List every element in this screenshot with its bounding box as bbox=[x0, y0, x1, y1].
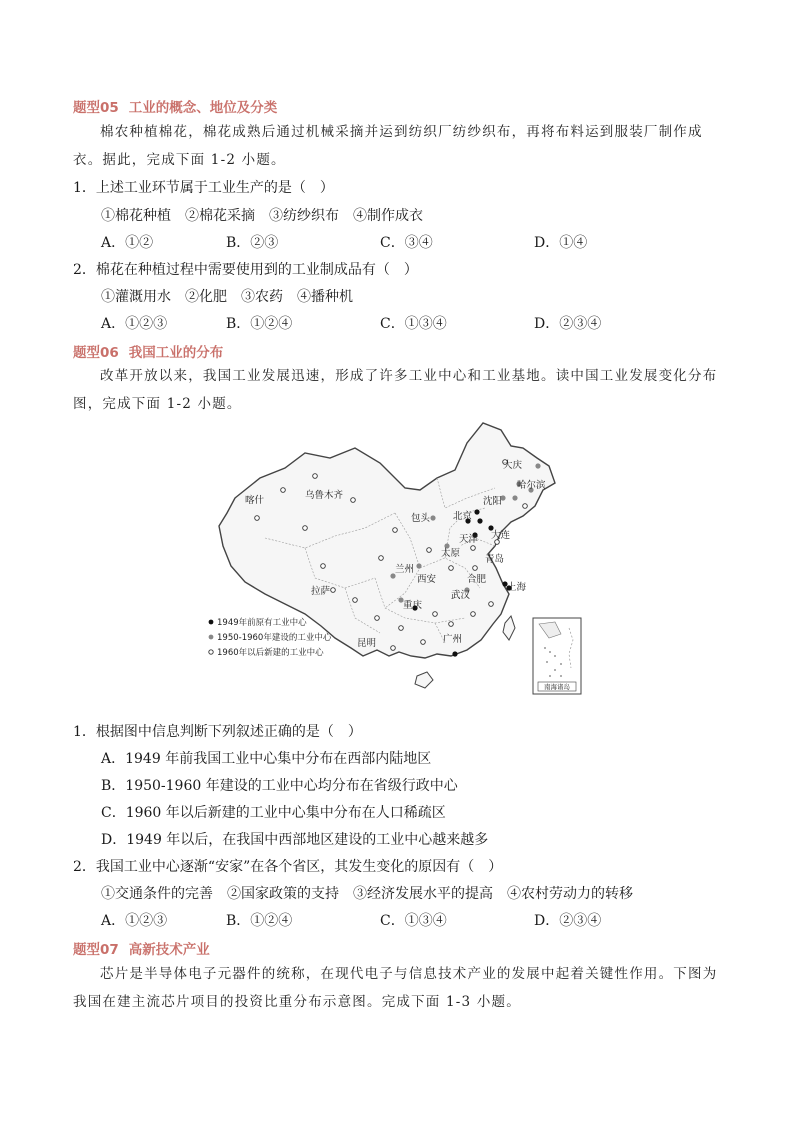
china-industry-map bbox=[205, 418, 593, 698]
marker-post1960 bbox=[255, 516, 260, 521]
marker-1950-1960 bbox=[416, 563, 421, 568]
option-b: B．①②④ bbox=[226, 913, 293, 929]
marker-post1960 bbox=[351, 498, 356, 503]
question-items: ①交通条件的完善 ②国家政策的支持 ③经济发展水平的提高 ④农村劳动力的转移 bbox=[101, 886, 633, 902]
section06-intro: 改革开放以来，我国工业发展迅速，形成了许多工业中心和工业基地。读中国工业发展变化分布图，完成下面 1-2 小题。 bbox=[73, 368, 718, 412]
legend-item-pre1949: 1949年前原有工业中心 bbox=[217, 618, 307, 628]
inset-map bbox=[533, 618, 581, 694]
option-d: D．②③④ bbox=[534, 316, 602, 332]
city-label: 乌鲁木齐 bbox=[305, 490, 344, 501]
city-label: 哈尔滨 bbox=[517, 480, 546, 491]
marker-post1960 bbox=[427, 548, 432, 553]
marker-post1960 bbox=[489, 602, 494, 607]
map-legend bbox=[209, 617, 332, 658]
marker-post1960 bbox=[471, 546, 476, 551]
marker-post1960 bbox=[393, 528, 398, 533]
option-b: B．②③ bbox=[226, 235, 279, 251]
option-d: D．①④ bbox=[534, 235, 588, 251]
question-items: ①棉花种植 ②棉花采摘 ③纺纱织布 ④制作成衣 bbox=[101, 208, 423, 224]
marker-post1960 bbox=[421, 640, 426, 645]
heading-title: 工业的概念、地位及分类 bbox=[128, 100, 278, 116]
heading-title: 我国工业的分布 bbox=[128, 345, 224, 361]
heading-number: 题型05 bbox=[73, 100, 119, 116]
marker-post1960 bbox=[433, 612, 438, 617]
option-c: C．①③④ bbox=[380, 913, 447, 929]
marker-post1960 bbox=[313, 474, 318, 479]
option-d: D．1949 年以后，在我国中西部地区建设的工业中心越来越多 bbox=[101, 832, 489, 848]
taiwan-island bbox=[503, 616, 515, 640]
city-label: 兰州 bbox=[395, 564, 415, 575]
option-c: C．1960 年以后新建的工业中心集中分布在人口稀疏区 bbox=[101, 805, 446, 821]
option-c: C．③④ bbox=[380, 235, 433, 251]
city-label: 太原 bbox=[441, 548, 461, 559]
map-svg bbox=[205, 418, 593, 698]
question-stem: 1．上述工业环节属于工业生产的是（ ） bbox=[73, 180, 334, 196]
section05-intro: 棉农种植棉花，棉花成熟后通过机械采摘并运到纺织厂纺纱织布，再将布料运到服装厂制作成衣。据此，完成下面 1-2 小题。 bbox=[73, 124, 703, 168]
city-label: 合肥 bbox=[467, 574, 487, 585]
city-label: 青岛 bbox=[485, 554, 505, 565]
city-label: 包头 bbox=[411, 513, 431, 524]
question-stem: 2．棉花在种植过程中需要使用到的工业制成品有（ ） bbox=[73, 262, 418, 278]
marker-post1960 bbox=[331, 588, 336, 593]
option-a: A．①②③ bbox=[101, 913, 168, 929]
section-heading-06 bbox=[73, 341, 223, 361]
marker-1950-1960 bbox=[512, 495, 517, 500]
marker-post1960 bbox=[471, 612, 476, 617]
section-heading-05 bbox=[73, 96, 277, 116]
legend-item-post1960: 1960年以后新建的工业中心 bbox=[217, 648, 324, 658]
city-label: 西安 bbox=[417, 574, 437, 585]
marker-post1960 bbox=[523, 504, 528, 509]
inset-label: 南海诸岛 bbox=[544, 683, 570, 691]
marker-post1960 bbox=[473, 566, 478, 571]
city-label: 广州 bbox=[443, 634, 463, 645]
marker-post1960 bbox=[379, 556, 384, 561]
city-label: 大连 bbox=[491, 530, 511, 541]
city-label: 大庆 bbox=[503, 460, 523, 471]
option-a: A．①② bbox=[101, 235, 154, 251]
city-label: 喀什 bbox=[245, 495, 265, 506]
marker-pre1949 bbox=[452, 651, 457, 656]
option-c: C．①③④ bbox=[380, 316, 447, 332]
marker-post1960 bbox=[391, 646, 396, 651]
question-stem: 2．我国工业中心逐渐“安家”在各个省区，其发生变化的原因有（ ） bbox=[73, 859, 503, 875]
legend-item-1950-1960: 1950-1960年建设的工业中心 bbox=[217, 633, 332, 643]
marker-pre1949 bbox=[477, 518, 482, 523]
marker-post1960 bbox=[399, 626, 404, 631]
city-label: 拉萨 bbox=[311, 586, 331, 597]
city-label: 沈阳 bbox=[483, 496, 503, 507]
section-heading-07 bbox=[73, 938, 210, 958]
marker-post1960 bbox=[281, 488, 286, 493]
marker-post1960 bbox=[303, 526, 308, 531]
city-label: 天津 bbox=[459, 534, 479, 545]
option-d: D．②③④ bbox=[534, 913, 602, 929]
option-a: A．①②③ bbox=[101, 316, 168, 332]
city-label: 重庆 bbox=[403, 600, 423, 611]
marker-1950-1960 bbox=[430, 515, 435, 520]
city-label: 上海 bbox=[507, 582, 527, 593]
marker-post1960 bbox=[449, 566, 454, 571]
marker-1950-1960 bbox=[535, 463, 540, 468]
marker-post1960 bbox=[353, 598, 358, 603]
section07-intro: 芯片是半导体电子元器件的统称，在现代电子与信息技术产业的发展中起着关键性作用。下图为我国在建主流芯片项目的投资比重分布示意图。完成下面 1-3 小题。 bbox=[73, 966, 718, 1010]
marker-post1960 bbox=[321, 564, 326, 569]
city-label: 武汉 bbox=[451, 590, 471, 601]
option-a: A．1949 年前我国工业中心集中分布在西部内陆地区 bbox=[101, 751, 432, 767]
option-b: B．①②④ bbox=[226, 316, 293, 332]
marker-pre1949 bbox=[474, 509, 479, 514]
hainan-island bbox=[415, 672, 433, 688]
marker-post1960 bbox=[375, 616, 380, 621]
city-label: 昆明 bbox=[357, 638, 377, 649]
question-stem: 1．根据图中信息判断下列叙述正确的是（ ） bbox=[73, 724, 362, 740]
marker-post1960 bbox=[449, 622, 454, 627]
heading-number: 题型07 bbox=[73, 942, 119, 958]
heading-number: 题型06 bbox=[73, 345, 119, 361]
city-label: 北京 bbox=[453, 511, 473, 522]
option-b: B．1950-1960 年建设的工业中心均分布在省级行政中心 bbox=[101, 778, 458, 794]
question-items: ①灌溉用水 ②化肥 ③农药 ④播种机 bbox=[101, 289, 353, 305]
heading-title: 高新技术产业 bbox=[128, 942, 210, 958]
